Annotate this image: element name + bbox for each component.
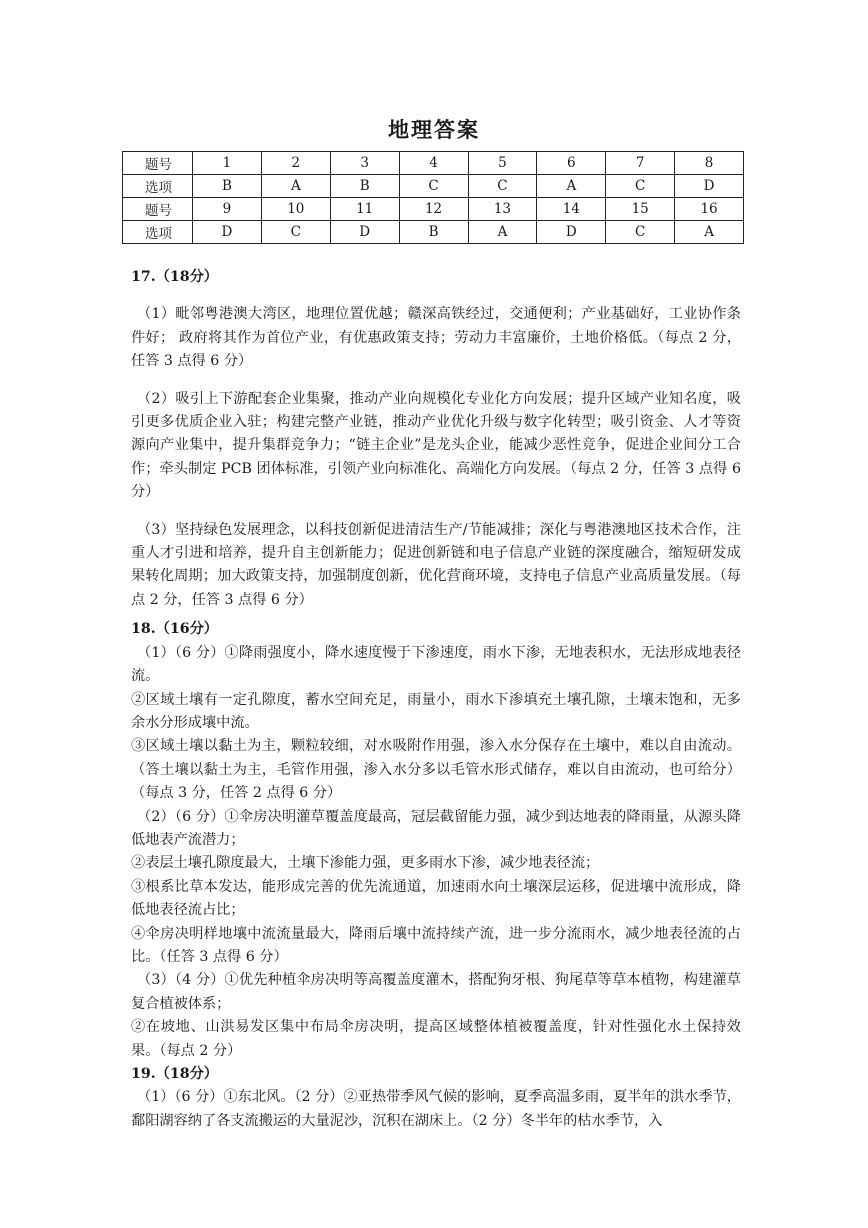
question-18-heading: 18.（16分） — [131, 621, 218, 638]
table-cell: D — [675, 175, 744, 198]
table-cell: C — [606, 221, 675, 244]
q18-line: ②区域土壤有一定孔隙度，蓄水空间充足，雨量小，雨水下渗填充土壤孔隙，土壤未饱和，无多余水分形成壤中流。 — [131, 691, 741, 731]
q18-line: ③根系比草本发达，能形成完善的优先流通道，加速雨水向土壤深层运移，促进壤中流形成，降低地表径流占比； — [131, 878, 741, 919]
row-header-cell: 题号 — [123, 198, 193, 221]
table-cell: 8 — [675, 152, 744, 175]
table-cell: 13 — [468, 198, 537, 221]
table-cell: D — [537, 221, 606, 244]
table-row — [123, 221, 744, 244]
table-cell: 14 — [537, 198, 606, 221]
q18-line: ②在坡地、山洪易发区集中布局伞房决明，提高区域整体植被覆盖度，针对性强化水土保持效果。（每点 2 分） — [131, 1019, 741, 1059]
question-17-heading: 17.（18分） — [131, 269, 218, 285]
table-cell: B — [399, 221, 468, 244]
table-row — [123, 152, 744, 175]
table-cell: 12 — [399, 198, 468, 221]
question-19-heading: 19.（18分） — [131, 1066, 218, 1082]
q18-line: （3）（4 分）①优先种植伞房决明等高覆盖度灌木，搭配狗牙根、狗尾草等草本植物，构建灌草复合植被体系； — [131, 972, 741, 1012]
table-cell: A — [537, 175, 606, 198]
table-cell: A — [675, 221, 744, 244]
table-cell: 2 — [261, 152, 330, 175]
q18-line: （1）（6 分）①降雨强度小，降水速度慢于下渗速度，雨水下渗，无地表积水，无法形成地表径流。 — [131, 644, 741, 685]
table-cell: 15 — [606, 198, 675, 221]
q17-part2: （2）吸引上下游配套企业集聚，推动产业向规模化专业化方向发展；提升区域产业知名度，吸引更多优质企业入驻；构建完整产业链，推动产业优化升级与数字化转型；吸引资金、人才等资源向产业集中，提升集群竞争力；“链主企业”是龙头企业，能减少恶性竞争，促进企业间分工合作；牵头制定 PCB 团体标准，引领产业向标准化、高端化方向发展。（每点 2 分，任答 3 点得 6 分） — [131, 390, 741, 501]
table-cell: 6 — [537, 152, 606, 175]
table-cell: 1 — [193, 152, 262, 175]
page-title: 地理答案 — [388, 117, 480, 142]
answer-text — [131, 266, 741, 1133]
table-cell: 9 — [193, 198, 262, 221]
table-cell: C — [606, 175, 675, 198]
table-cell: 4 — [399, 152, 468, 175]
table-cell: 7 — [606, 152, 675, 175]
table-cell: D — [193, 221, 262, 244]
table-cell: C — [468, 175, 537, 198]
q17-part3: （3）坚持绿色发展理念，以科技创新促进清洁生产/节能减排；深化与粤港澳地区技术合作，注重人才引进和培养，提升自主创新能力；促进创新链和电子信息产业链的深度融合，缩短研发成果转化周期；加大政策支持，加强制度创新，优化营商环境，支持电子信息产业高质量发展。（每点 2 分，任答 3 点得 6 分） — [131, 521, 741, 608]
q18-line: ②表层土壤孔隙度最大，土壤下渗能力强，更多雨水下渗，减少地表径流； — [131, 855, 600, 872]
table-row — [123, 198, 744, 221]
table-cell: 16 — [675, 198, 744, 221]
table-cell: B — [193, 175, 262, 198]
q18-line: ③区域土壤以黏土为主，颗粒较细，对水吸附作用强，渗入水分保存在土壤中，难以自由流动。（答土壤以黏土为主，毛管作用强，渗入水分多以毛管水形式储存，难以自由流动，也可给分）（每点 3 分，任答 2 点得 6 分） — [131, 738, 741, 802]
q19-line: （1）（6 分）①东北风。（2 分）②亚热带季风气候的影响，夏季高温多雨，夏半年的洪水季节，鄱阳湖容纳了各支流搬运的大量泥沙，沉积在湖床上。（2 分）冬半年的枯水季节，入 — [131, 1089, 741, 1129]
row-header-cell: 选项 — [123, 175, 193, 198]
q18-line: （2）（6 分）①伞房决明灌草覆盖度最高，冠层截留能力强，减少到达地表的降雨量，从源头降低地表产流潜力； — [131, 808, 741, 848]
table-cell: D — [330, 221, 399, 244]
answer-table — [122, 151, 744, 244]
table-cell: C — [399, 175, 468, 198]
row-header-cell: 题号 — [123, 152, 193, 175]
row-header-cell: 选项 — [123, 221, 193, 244]
table-cell: C — [261, 221, 330, 244]
table-cell: 5 — [468, 152, 537, 175]
table-cell: 3 — [330, 152, 399, 175]
table-cell: B — [330, 175, 399, 198]
q18-line: ④伞房决明样地壤中流流量最大，降雨后壤中流持续产流，进一步分流雨水，减少地表径流的占比。（任答 3 点得 6 分） — [131, 925, 741, 965]
table-row — [123, 175, 744, 198]
table-cell: A — [261, 175, 330, 198]
table-cell: 11 — [330, 198, 399, 221]
q17-part1: （1）毗邻粤港澳大湾区，地理位置优越；赣深高铁经过，交通便利；产业基础好，工业协作条件好； 政府将其作为首位产业，有优惠政策支持；劳动力丰富廉价，土地价格低。（每点 2 分，任答 3 点得 6 分） — [131, 306, 741, 370]
table-cell: 10 — [261, 198, 330, 221]
table-cell: A — [468, 221, 537, 244]
